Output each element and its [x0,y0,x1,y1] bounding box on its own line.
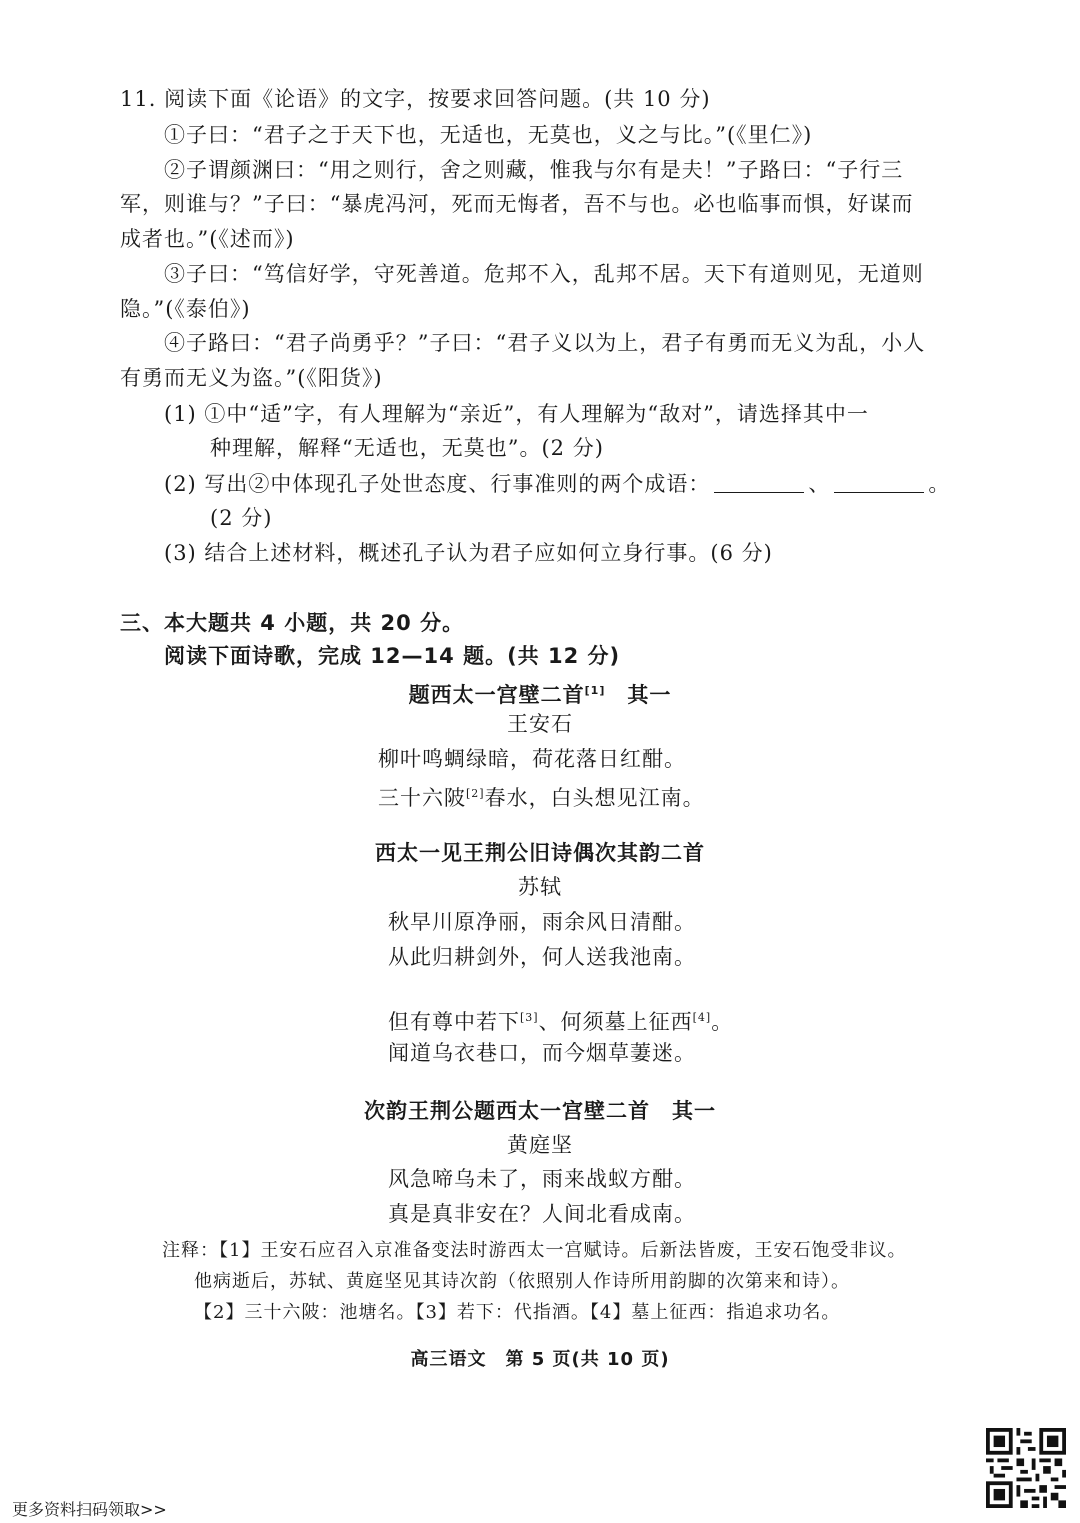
qr-code-icon[interactable] [986,1428,1066,1508]
poem1-title-text: 题西太一宫壁二首 [408,683,585,707]
q11-header: 11. 阅读下面《论语》的文字，按要求回答问题。(共 10 分) [120,87,711,111]
poem1-title [0,676,1080,710]
poem2-line-3 [388,1003,733,1037]
poem1-line-2 [378,779,705,813]
q11-passage-2-line-3: 成者也。”(《述而》) [120,227,295,251]
section3-header: 三、本大题共 4 小题，共 20 分。 [120,611,465,635]
poem1-line-1: 柳叶鸣蜩绿暗，荷花落日红酣。 [378,747,686,771]
poem3-title: 次韵王荆公题西太一宫壁二首 其一 [364,1099,716,1123]
q11-passage-2-line-2: 军，则谁与？”子曰：“暴虎冯河，死而无悔者，吾不与也。必也临事而惧，好谋而 [120,192,914,216]
sentence-end: 。 [928,472,951,496]
notes-line-2: 他病逝后，苏轼、黄庭坚见其诗次韵（依照别人作诗所用韵脚的次第来和诗）。 [194,1271,850,1292]
poem1-note-ref: [1] [584,684,606,697]
poem1-title-suffix: 其一 [627,683,672,707]
q11-sub3: (3) 结合上述材料，概述孔子认为君子应如何立身行事。(6 分) [164,541,773,565]
poem1-author: 王安石 [507,712,573,736]
q11-sub1-line-1: (1) ①中“适”字，有人理解为“亲近”，有人理解为“敌对”，请选择其中一 [164,402,869,426]
poem2-line-3-part-b: 、何须墓上征西 [538,1010,693,1034]
answer-blank-1[interactable] [714,472,804,493]
poem2-line-4: 闻道乌衣巷口，而今烟草萋迷。 [388,1041,696,1065]
poem2-line-3-note-ref-1: [3] [520,1011,539,1024]
poem1-line-2-note-ref: [2] [466,787,485,800]
poem2-line-3-part-a: 但有尊中若下 [388,1010,520,1034]
q11-sub2-line-1 [164,469,950,499]
q11-passage-1: ①子曰：“君子之于天下也，无适也，无莫也，义之与比。”(《里仁》) [164,123,813,147]
poem1-line-2-part-b: 春水，白头想见江南。 [484,786,705,810]
q11-sub1-line-2: 种理解，解释“无适也，无莫也”。(2 分) [210,436,604,460]
q11-passage-3-line-1: ③子曰：“笃信好学，守死善道。危邦不入，乱邦不居。天下有道则见，无道则 [164,262,924,286]
answer-blank-2[interactable] [834,472,924,493]
section3-instruction: 阅读下面诗歌，完成 12—14 题。(共 12 分) [164,644,621,668]
notes-line-1: 注释：【1】王安石应召入京准备变法时游西太一宫赋诗。后新法皆废，王安石饱受非议。 [162,1240,907,1261]
promo-link[interactable]: 更多资料扫码领取>> [12,1500,167,1519]
notes-line-3: 【2】三十六陂：池塘名。【3】若下：代指酒。【4】墓上征西：指追求功名。 [194,1302,841,1323]
poem1-line-2-part-a: 三十六陂 [378,786,466,810]
poem3-line-2: 真是真非安在？人间北看成南。 [388,1202,696,1226]
page-footer: 高三语文 第 5 页(共 10 页) [410,1349,670,1370]
q11-passage-4-line-2: 有勇而无义为盗。”(《阳货》) [120,366,383,390]
q11-passage-4-line-1: ④子路曰：“君子尚勇乎？”子曰：“君子义以为上，君子有勇而无义为乱，小人 [164,331,926,355]
poem3-author: 黄庭坚 [507,1133,573,1157]
poem2-line-2: 从此归耕剑外，何人送我池南。 [388,945,696,969]
poem2-line-1: 秋早川原净丽，雨余风日清酣。 [388,910,696,934]
blank-separator: 、 [808,472,831,496]
q11-passage-3-line-2: 隐。”(《泰伯》) [120,297,251,321]
poem2-author: 苏轼 [518,875,562,899]
poem2-line-3-note-ref-2: [4] [692,1011,712,1024]
q11-sub2-prompt: (2) 写出②中体现孔子处世态度、行事准则的两个成语： [164,472,711,496]
q11-passage-2-line-1: ②子谓颜渊曰：“用之则行，舍之则藏，惟我与尔有是夫！”子路曰：“子行三 [164,158,904,182]
poem2-title: 西太一见王荆公旧诗偶次其韵二首 [375,841,705,865]
q11-sub2-line-2: (2 分) [210,506,273,530]
poem2-line-3-part-c: 。 [711,1010,734,1034]
poem3-line-1: 风急啼乌未了，雨来战蚁方酣。 [388,1167,696,1191]
